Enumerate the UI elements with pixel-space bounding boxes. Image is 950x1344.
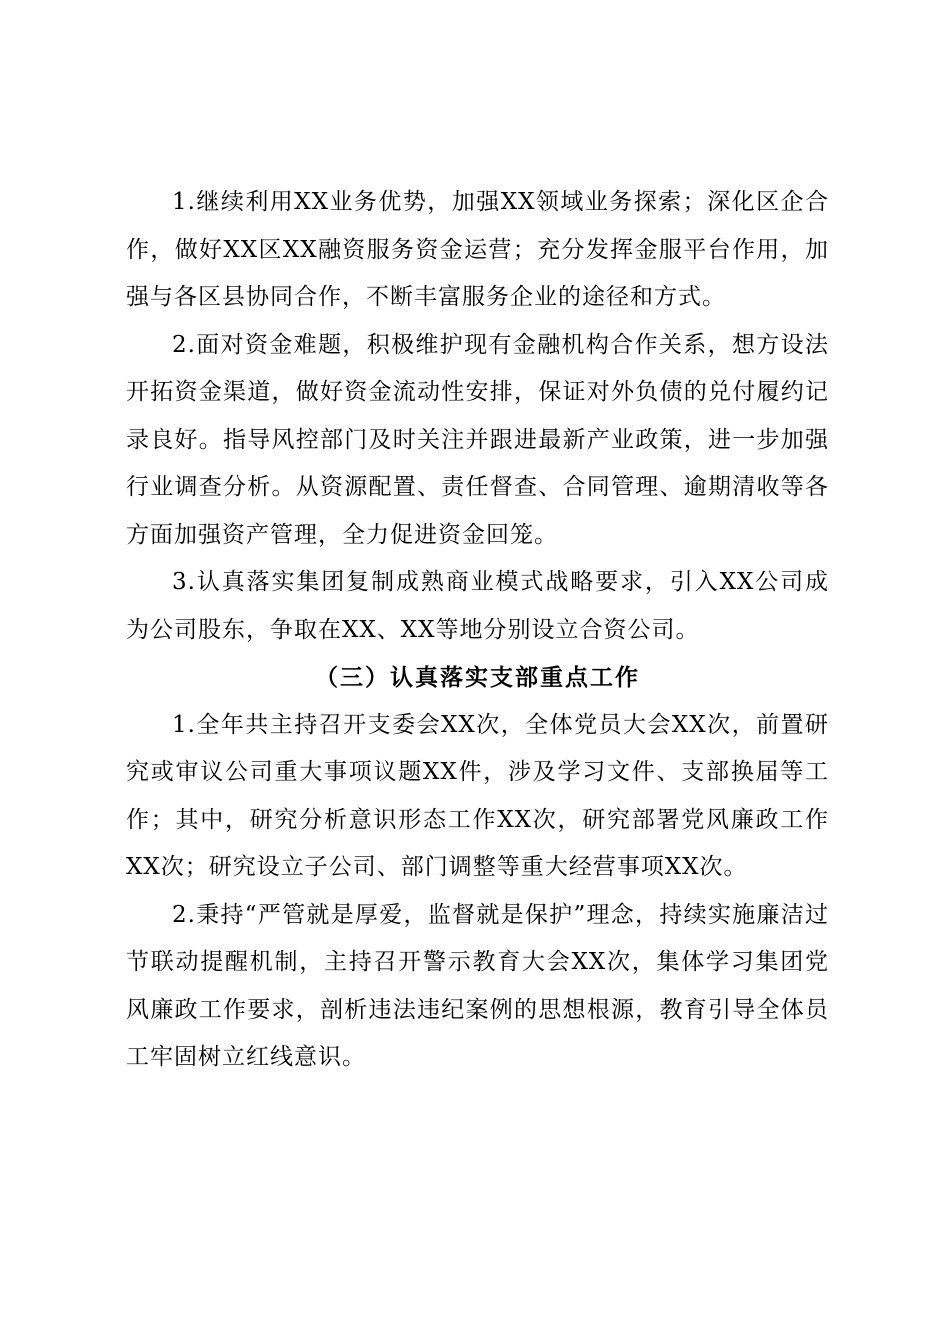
document-body: [126, 179, 829, 1082]
paragraph-branch-meetings: 1.全年共主持召开支委会XX次，全体党员大会XX次，前置研究或审议公司重大事项议题XX件，涉及学习文件、支部换届等工作；其中，研究分析意识形态工作XX次，研究部署党风廉政工作XX次；研究设立子公司、部门调整等重大经营事项XX次。: [126, 711, 829, 880]
paragraph-integrity-education: 2.秉持“严管就是厚爱，监督就是保护”理念，持续实施廉洁过节联动提醒机制，主持召开警示教育大会XX次，集体学习集团党风廉政工作要求，剖析违法违纪案例的思想根源，教育引导全体员工牢固树立红线意识。: [126, 901, 829, 1070]
paragraph-business-advantage: 1.继续利用XX业务优势，加强XX领域业务探索；深化区企合作，做好XX区XX融资服务资金运营；充分发挥金服平台作用，加强与各区县协同合作，不断丰富服务企业的途径和方式。: [126, 189, 829, 310]
section-heading: （三）认真落实支部重点工作: [315, 664, 640, 691]
paragraph-funding-challenges: 2.面对资金难题，积极维护现有金融机构合作关系，想方设法开拓资金渠道，做好资金流动性安排，保证对外负债的兑付履约记录良好。指导风控部门及时关注并跟进最新产业政策，进一步加强行业调查分析。从资源配置、责任督查、合同管理、逾期清收等各方面加强资产管理，全力促进资金回笼。: [126, 331, 829, 548]
paragraph-business-model: 3.认真落实集团复制成熟商业模式战略要求，引入XX公司成为公司股东，争取在XX、XX等地分别设立合资公司。: [126, 569, 829, 643]
